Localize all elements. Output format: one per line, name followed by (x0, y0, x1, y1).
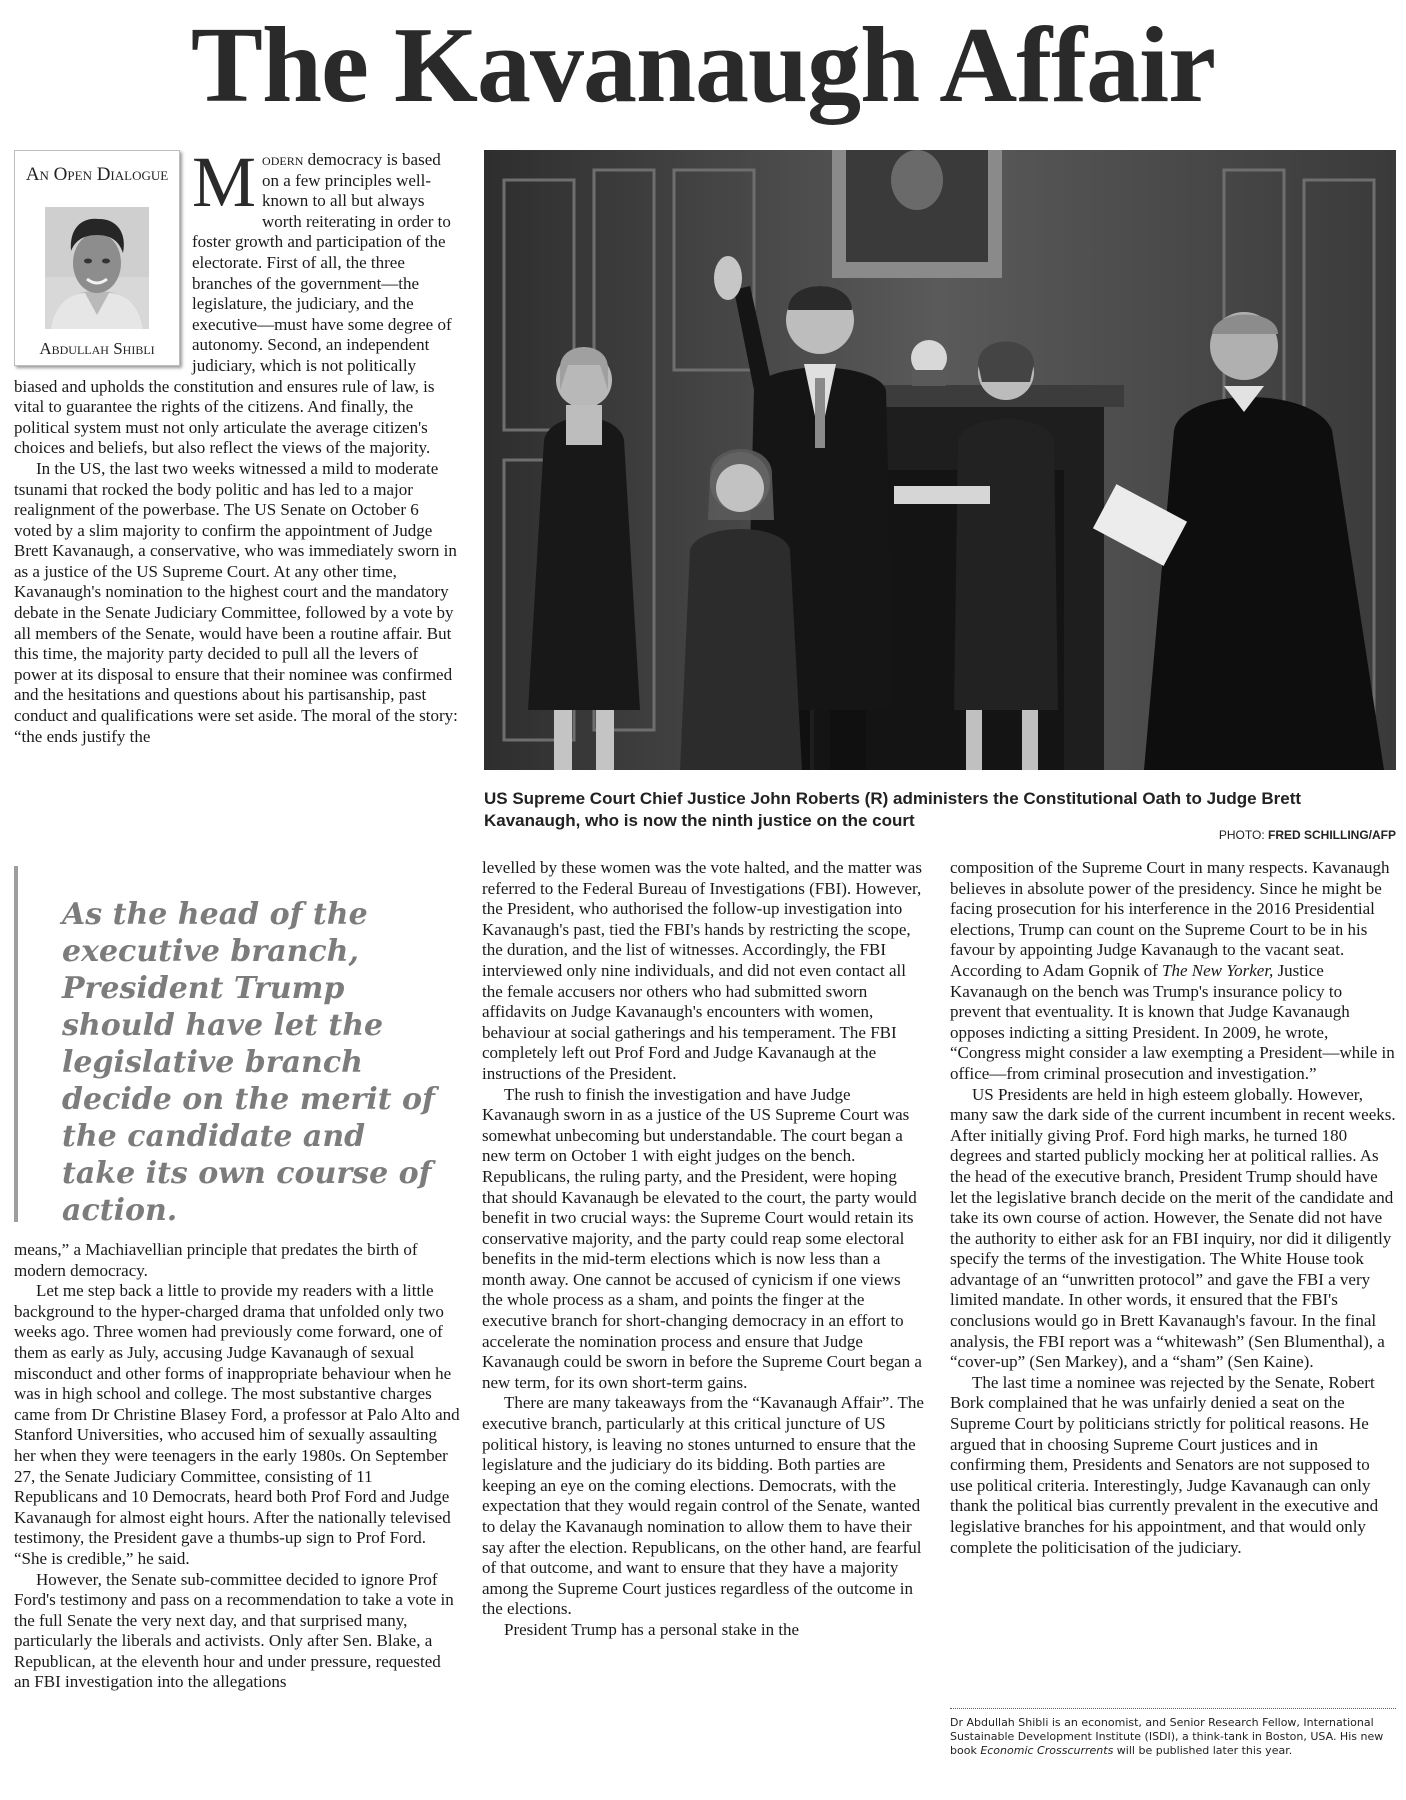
paragraph-4-continued: levelled by these women was the vote halted, and the matter was referred to the Federal Bureau of Investigations (FBI). However, the President, who authorised the follow-up investigation into Kavanaugh's past, tied the FBI's hands by restricting the scope, the duration, and the list of witnesses. Accordingly, the FBI interviewed only nine individuals, and did not even contact all the female accusers nor others who had submitted sworn affidavits on Judge Kavanaugh's encounters with women, behaviour at social gatherings and his temperament. The FBI completely left out Prof Ford and Judge Kavanaugh at the instructions of the President. (482, 858, 922, 1083)
column-3 (950, 858, 1396, 1688)
body-paragraph-4: However, the Senate sub-committee decided to ignore Prof Ford's testimony and pass on a recommendation to take a vote in the full Senate the very next day, and that surprised many, particularly the liberals and activists. Only after Sen. Blake, a Republican, at the eleventh hour and under pressure, requested an FBI investigation into the allegations (14, 1569, 454, 1692)
lead-in-smallcaps: odern (262, 150, 304, 169)
headline: The Kavanaugh Affair (190, 6, 1216, 125)
byline-box (14, 150, 180, 366)
column-series-title: An Open Dialogue (25, 164, 169, 185)
pull-quote-text: As the head of the executive branch, President Trump should have let the legislative branch decide on the merit of the candidate and take its own course of action. (62, 897, 435, 1228)
paragraph-7-text-b: Justice Kavanaugh on the bench was Trump's insurance policy to prevent that eventuality. It is known that Judge Kavanaugh opposes indicting a sitting President. In 2009, he wrote, “Congress might consider a law exempting a President—while in office—from criminal prosecution and investigation.” (950, 960, 1395, 1083)
body-paragraph-6: There are many takeaways from the “Kavanaugh Affair”. The executive branch, particularly at this critical juncture of US political history, is leaving no stones unturned to ensure that the legislature and the judiciary do its bidding. Both parties are keeping an eye on the coming elections. Democrats, with the expectation that they would regain control of the Senate, wanted to delay the Kavanaugh nomination to allow them to have their say after the election. Republicans, on the other hand, are fearful of that outcome, and want to ensure that they have a majority among the Supreme Court justices regardless of the outcome in the elections. (482, 1393, 924, 1619)
paragraph-7-text-a: composition of the Supreme Court in many respects. Kavanaugh believes in absolute power of the presidency. Since he might be facing prosecution for his interference in the 2016 Presidential elections, Trump can count on the Supreme Court to be in his favour by appointing Judge Kavanaugh to the vacant seat. According to Adam Gopnik of (950, 858, 1390, 980)
author-photo (45, 207, 149, 329)
paragraph-1-text: democracy is based on a few principles well-known to all but always worth reiterating in order to foster growth and participation of the electorate. First of all, the three branches of the government—the legislature, the judiciary, and the executive—must have some degree of autonomy. Second, an independent judiciary, which is not politically biased and upholds the constitution and ensures rule of law, is vital to guarantee the rights of the citizens. And finally, the political system must not only articulate the average citizen's choices and beliefs, but also reflect the views of the majority. (14, 150, 452, 458)
publication-name: The New Yorker, (1162, 960, 1274, 980)
paragraph-7-continued (950, 858, 1396, 1085)
bio-text-b: will be published later this year. (1113, 1744, 1293, 1757)
bio-divider (950, 1708, 1396, 1709)
author-bio (950, 1716, 1396, 1758)
bio-text-a: Dr Abdullah Shibli is an economist, and Senior Research Fellow, International Sustainable Development Institute (ISDI), a think-tank in Boston, USA. His new book (950, 1716, 1384, 1757)
body-paragraph-2: In the US, the last two weeks witnessed a mild to moderate tsunami that rocked the body politic and has led to a major realignment of the powerbase. The US Senate on October 6 voted by a slim majority to confirm the appointment of Judge Brett Kavanaugh, a conservative, who was immediately sworn in as a justice of the US Supreme Court. At any other time, Kavanaugh's nomination to the highest court and the mandatory debate in the Senate Judiciary Committee, followed by a vote by all members of the Senate, would have been a routine affair. But this time, the majority party decided to pull all the levers of power at its disposal to ensure that their nominee was confirmed and the hesitations and questions about his partisanship, past conduct and qualifications were set aside. The moral of the story: “the ends justify the (14, 458, 458, 746)
column-2 (482, 858, 924, 1798)
column-1-top (14, 150, 460, 840)
body-paragraph-7: President Trump has a personal stake in the (504, 1619, 800, 1639)
author-name: Abdullah Shibli (39, 339, 155, 358)
bio-book-title: Economic Crosscurrents (980, 1744, 1114, 1757)
body-paragraph-3: Let me step back a little to provide my readers with a little background to the hyper-charged drama that unfolded only two weeks ago. Three women had previously come forward, one of them as early as July, accusing Judge Kavanaugh of sexual misconduct and other forms of inappropriate behaviour when he was in high school and college. The most substantive charges came from Dr Christine Blasey Ford, a professor at Palo Alto and Stanford Universities, who accused him of sexually assaulting her when they were teenagers in the early 1980s. On September 27, the Senate Judiciary Committee, consisting of 11 Republicans and 10 Democrats, heard both Prof Ford and Judge Kavanaugh for almost eight hours. After the nationally televised testimony, the President gave a thumbs-up sign to Prof Ford. “She is credible,” he said. (14, 1281, 460, 1568)
photo-credit (1219, 828, 1396, 842)
photo-credit-name: FRED SCHILLING/AFP (1268, 828, 1396, 842)
photo-credit-label: PHOTO: (1218, 828, 1268, 842)
swearing-in-photo (484, 150, 1396, 770)
bible (894, 486, 990, 504)
paragraph-2-continued: means,” a Machiavellian principle that predates the birth of modern democracy. (14, 1240, 418, 1280)
body-paragraph-5: The rush to finish the investigation and have Judge Kavanaugh sworn in as a justice of the US Supreme Court was somewhat unbecoming but understandable. The court began a new term on October 1 with eight judges on the bench. Republicans, the ruling party, and the President, were hoping that should Kavanaugh be elevated to the court, the party would benefit in two crucial ways: the Supreme Court would retain its conservative majority, and the party could reap some electoral benefits in the mid-term elections which is now less than a month away. One cannot be accused of cynicism if one views the whole process as a sham, and points the finger at the executive branch for short-changing democracy in an effort to accelerate the nomination process and ensure that Judge Kavanaugh could be sworn in before the Supreme Court began a new term, for its own short-term gains. (482, 1084, 922, 1392)
pull-quote (14, 866, 458, 1228)
drop-cap: M (192, 150, 257, 222)
body-paragraph-8: US Presidents are held in high esteem globally. However, many saw the dark side of the current incumbent in recent weeks. After initially giving Prof. Ford high marks, he turned 180 degrees and started publicly mocking her at political rallies. As the head of the executive branch, President Trump should have let the legislative branch decide on the merit of the candidate and take its own course of action. However, the Senate did not have the authority to either ask for an FBI inquiry, nor did it diligently specify the terms of the investigation. The White House took advantage of an “unwritten protocol” and gave the FBI a very limited mandate. In other words, it ensured that the FBI's conclusions would go in Brett Kavanaugh's favour. In the final analysis, the FBI report was a “whitewash” (Sen Blumenthal), a “cover-up” (Sen Markey), and a “sham” (Sen Kaine). (950, 1084, 1396, 1372)
body-paragraph-9: The last time a nominee was rejected by the Senate, Robert Bork complained that he was unfairly denied a seat on the Supreme Court by politicians strictly for political reasons. He argued that in choosing Supreme Court justices and in confirming them, Presidents and Senators are not supposed to use political criteria. Interestingly, Judge Kavanaugh can only thank the political bias currently prevalent in the executive and legislative branches for his appointment, and that would only complete the politicisation of the judiciary. (950, 1372, 1379, 1557)
column-1-bottom (14, 1240, 460, 1796)
photo-caption: US Supreme Court Chief Justice John Roberts (R) administers the Constitutional Oath to Judge Brett Kavanaugh, who is now the ninth justice on the court (484, 789, 1302, 830)
